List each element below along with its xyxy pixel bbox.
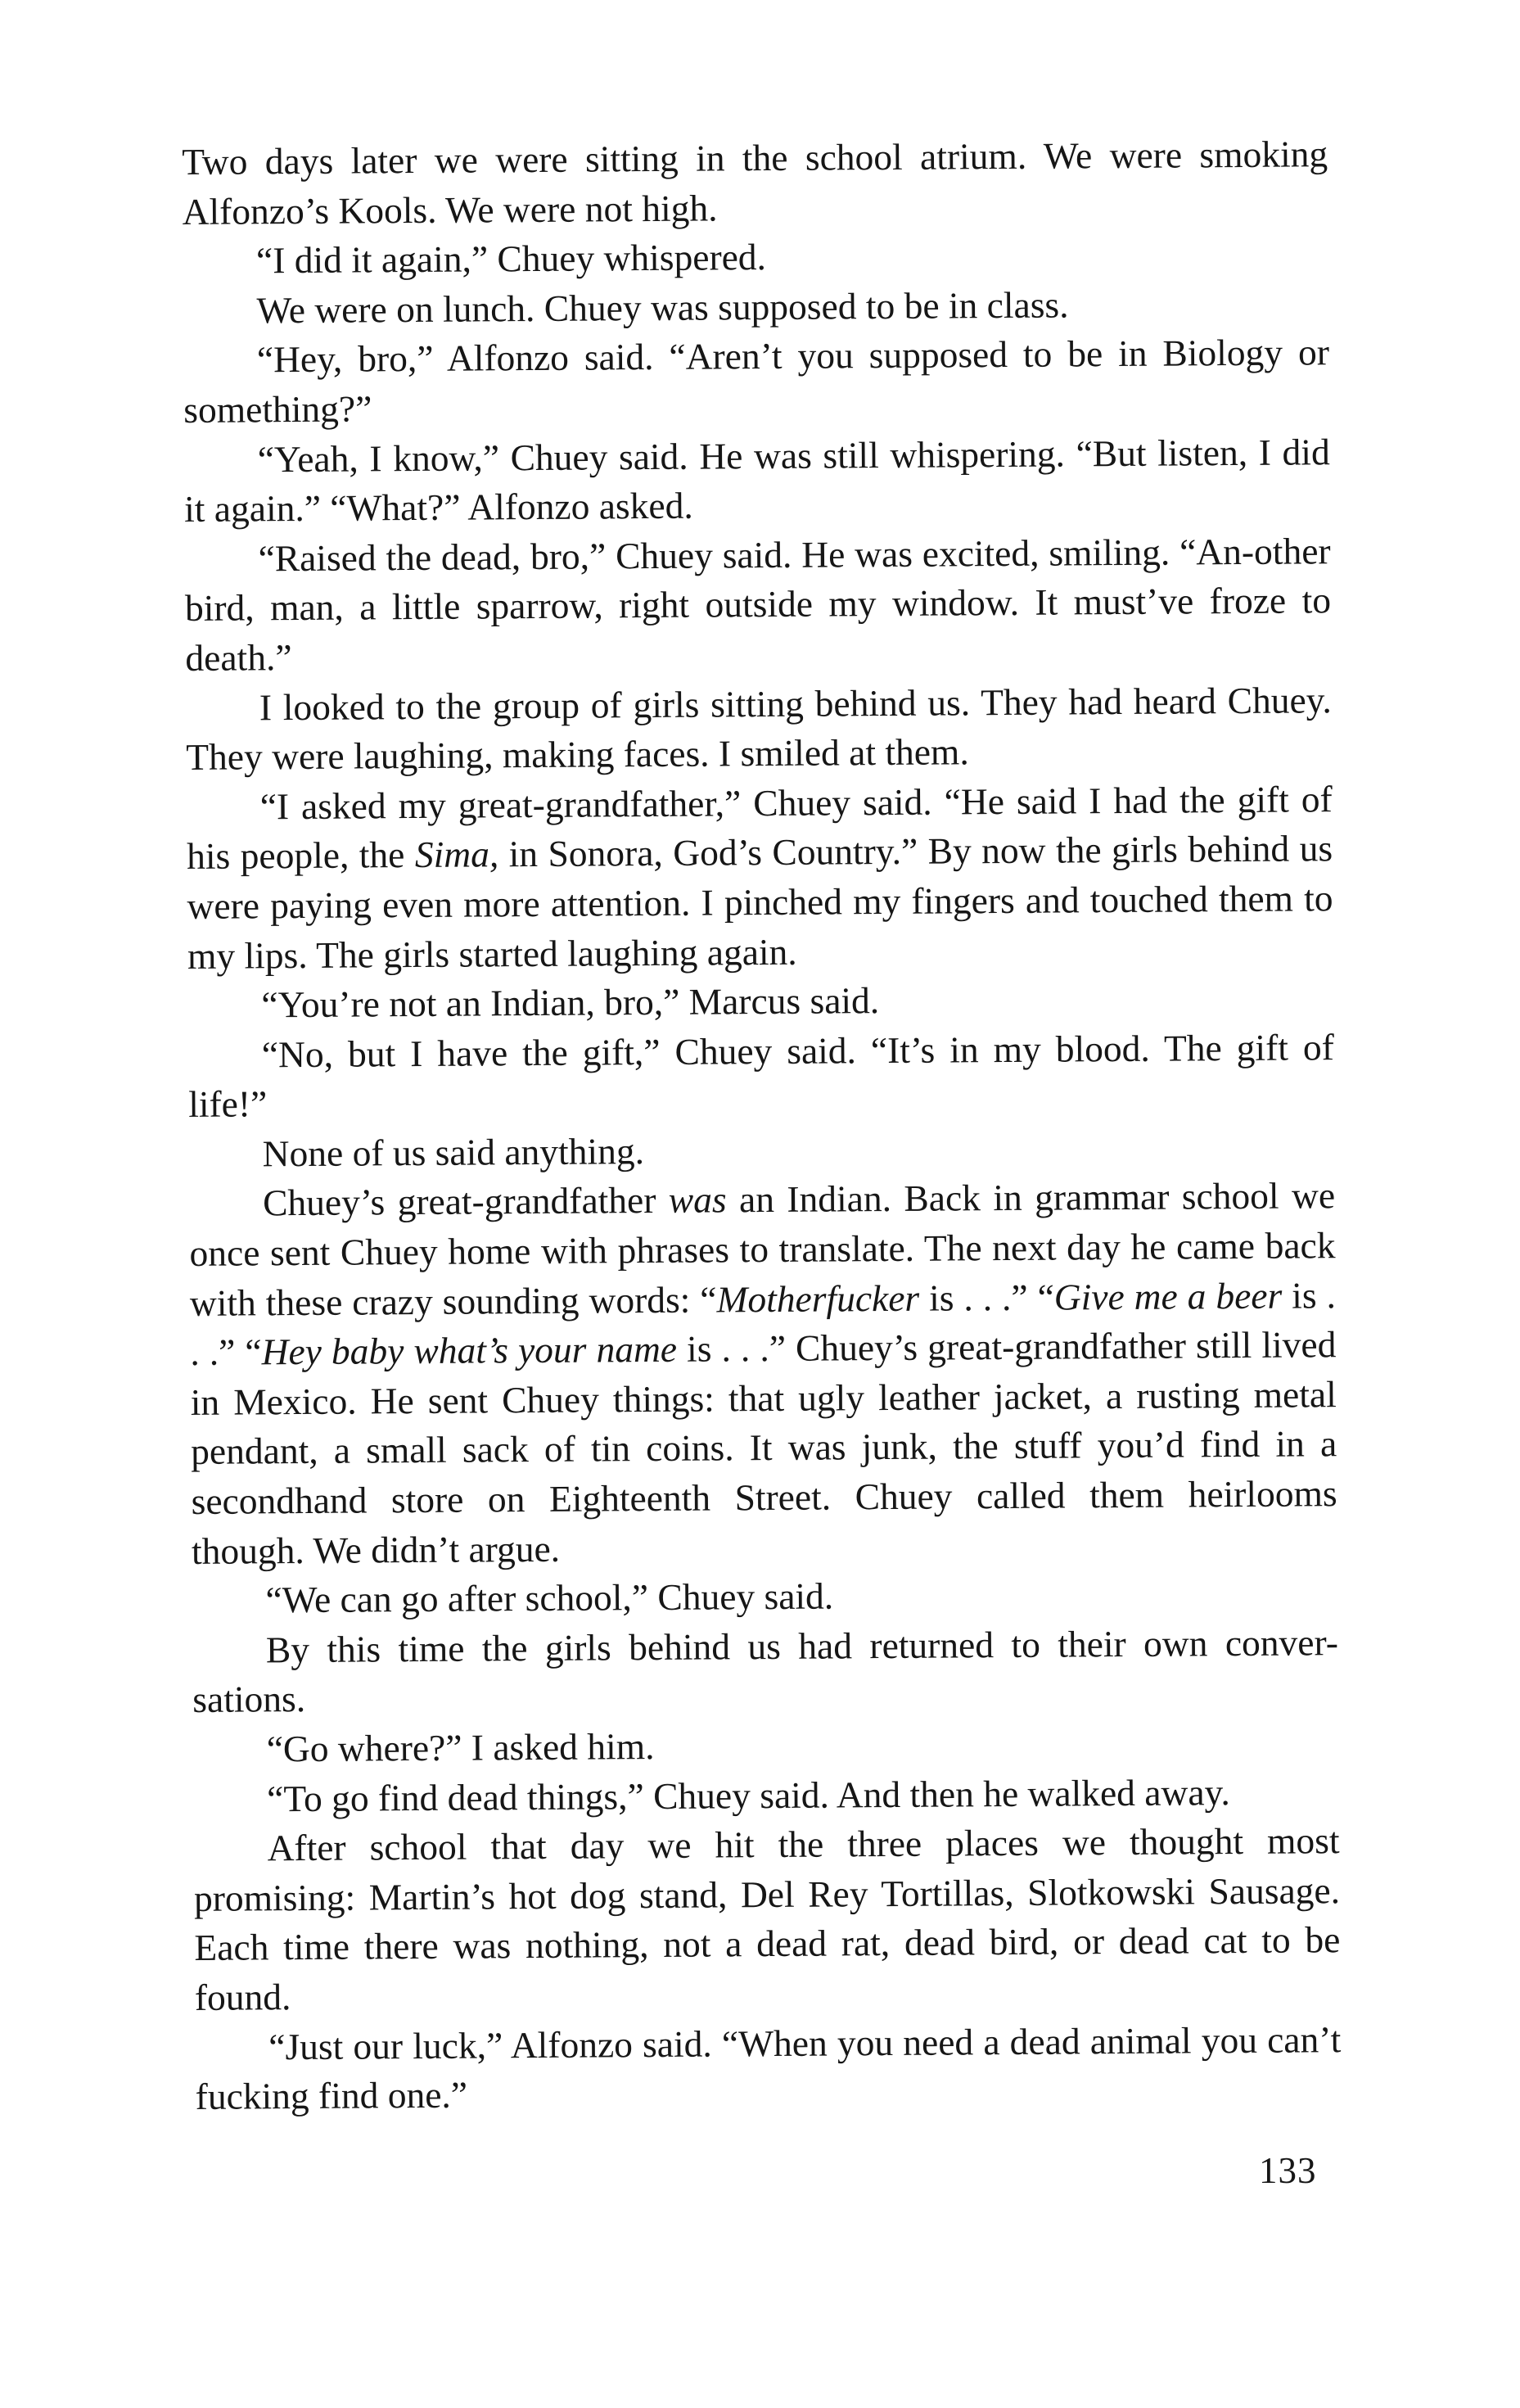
paragraph [183, 278, 1328, 336]
text-run: “You’re not an Indian, bro,” Marcus said. [261, 979, 880, 1026]
paragraph [183, 328, 1330, 436]
text-run: “Raised the dead, bro,” Chuey said. He was excited, smiling. “An-other bird, man, a little sparrow, right outside my window. It must’ve froze to death.” [184, 529, 1332, 679]
page-number: 133 [1259, 2150, 1317, 2191]
text-run: “Go where?” I asked him. [266, 1725, 655, 1770]
text-run: in Sonora, God’s Country.” By now the girls behind us were paying even more attention. I pinched my fingers and touched them to my lips. The girls started laughing again. [187, 827, 1333, 977]
paragraph [186, 775, 1333, 981]
paragraph [193, 1816, 1341, 2022]
paragraph [193, 1717, 1339, 1774]
paragraph [187, 973, 1333, 1030]
text-run: is . . .” “ [190, 1273, 1337, 1374]
paragraph [182, 129, 1328, 237]
text-run: an Indian. Back in grammar school we once sent Chuey home with phrases to translate. The next day he came back with these crazy sounding words: “ [189, 1174, 1336, 1324]
text-run: is . . .” “ [918, 1276, 1054, 1319]
paragraph [192, 1568, 1337, 1625]
paragraph [189, 1172, 1337, 1577]
text-run: We were on lunch. Chuey was supposed to be in class. [256, 283, 1069, 332]
text-run: is . . .” Chuey’s great-grandfather still lived in Mexico. He sent Chuey things: that ugly leather jacket, a rusting metal pendant, a small sack of tin coins. It was junk, the stuff you’d find in a secondhand store on Eighteenth Street. Chuey called them heirlooms though. We didn’t argue. [190, 1323, 1337, 1572]
text-run: By this time the girls behind us had returned to their own conver-sations. [192, 1620, 1339, 1721]
text-run: “We can go after school,” Chuey said. [265, 1574, 834, 1621]
italic-text: Hey baby what’s your name [261, 1328, 678, 1373]
paragraph [192, 1618, 1339, 1725]
italic-text: Sima, [414, 833, 499, 876]
text-run: I looked to the group of girls sitting behind us. They had heard Chuey. They were laughing, making faces. I smiled at them. [186, 678, 1333, 779]
text-run: “Hey, bro,” Alfonzo said. “Aren’t you supposed to be in Biology or something?” [183, 331, 1330, 431]
text-run: “No, but I have the gift,” Chuey said. “It’s in my blood. The gift of life!” [188, 1025, 1334, 1126]
text-run: After school that day we hit the three places we thought most promising: Martin’s hot dog stand, Del Rey Tortillas, Slotkowski Sausage. Each time there was nothing, not a dead rat, dead bird, or dead cat to be found. [193, 1819, 1341, 2018]
paragraph [184, 427, 1331, 535]
paragraph [183, 228, 1328, 286]
paragraph [193, 1767, 1339, 1824]
text-run: “Yeah, I know,” Chuey said. He was still whispering. “But listen, I did it again.” “What?” Alfonzo asked. [183, 430, 1330, 531]
text-run: Two days later we were sitting in the school atrium. We were smoking Alfonzo’s Kools. We were not high. [182, 133, 1328, 233]
paragraph [188, 1023, 1335, 1130]
text-run: “Just our luck,” Alfonzo said. “When you need a dead animal you can’t fucking find one.” [195, 2017, 1342, 2118]
paragraph [186, 675, 1333, 783]
text-run: “To go find dead things,” Chuey said. And then he walked away. [266, 1770, 1230, 1819]
text-run: Chuey’s great-grandfather [262, 1179, 670, 1224]
paragraph [195, 2015, 1342, 2122]
paragraph [184, 526, 1331, 684]
text-run: “I did it again,” Chuey whispered. [255, 236, 767, 282]
text-run: “I asked my great-grandfather,” Chuey said. “He said I had the gift of his people, the [186, 777, 1333, 878]
italic-text: Motherfucker [716, 1276, 920, 1321]
italic-text: was [668, 1178, 727, 1222]
text-run: None of us said anything. [262, 1129, 645, 1175]
body-text [182, 129, 1342, 2121]
paragraph [188, 1122, 1334, 1179]
italic-text: Give me a beer [1053, 1274, 1283, 1318]
